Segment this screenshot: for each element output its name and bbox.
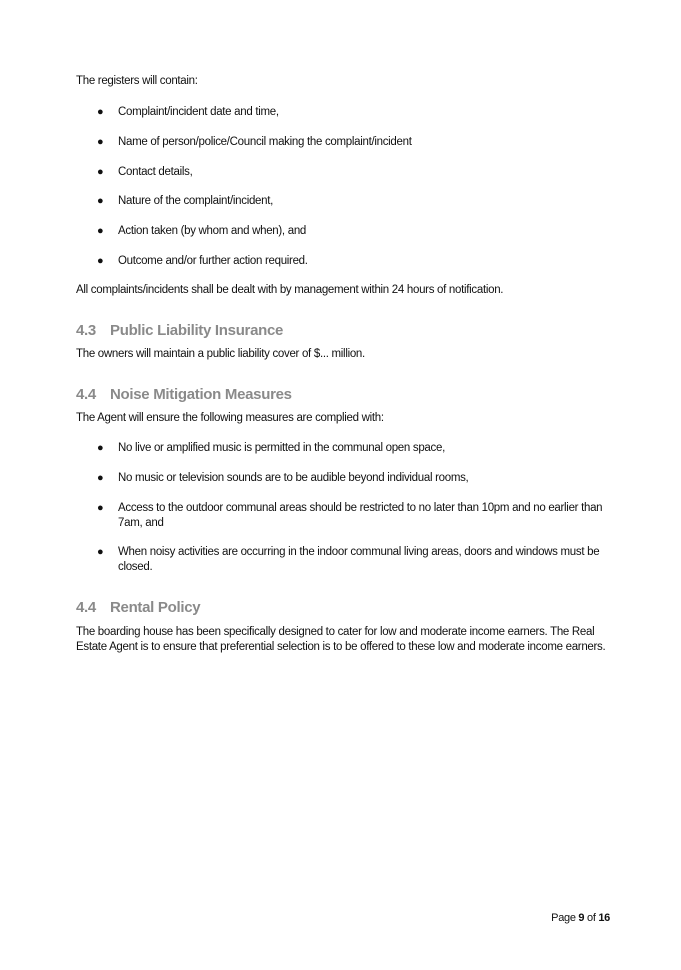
page-number: 9 (578, 912, 585, 924)
section-heading-rental-policy (76, 599, 200, 617)
list-item-text: Nature of the complaint/incident, (118, 195, 274, 207)
list-item-text: Contact details, (118, 166, 193, 178)
bullet-icon: ● (97, 136, 104, 148)
bullet-icon: ● (97, 195, 104, 207)
list-item-text: No live or amplified music is permitted in the communal open space, (118, 442, 445, 454)
section-number: 4.3 (76, 322, 96, 339)
noise-mitigation-intro: The Agent will ensure the following measures are complied with: (76, 412, 384, 424)
list-item-text: Complaint/incident date and time, (118, 106, 279, 118)
list-item-text: When noisy activities are occurring in the indoor communal living areas, doors and windows must be closed. (118, 546, 600, 573)
section-title: Rental Policy (110, 599, 201, 616)
registers-intro: The registers will contain: (76, 75, 198, 87)
section-number: 4.4 (76, 386, 96, 403)
bullet-icon: ● (97, 442, 104, 454)
bullet-icon: ● (97, 502, 104, 514)
bullet-icon: ● (97, 472, 104, 484)
section-number: 4.4 (76, 599, 96, 616)
bullet-icon: ● (97, 106, 104, 118)
page-label: Page (551, 912, 576, 924)
public-liability-body: The owners will maintain a public liability cover of $... million. (76, 348, 365, 360)
page-footer (540, 911, 610, 925)
bullet-icon: ● (97, 225, 104, 237)
list-item-text: Outcome and/or further action required. (118, 255, 308, 267)
bullet-icon: ● (97, 255, 104, 267)
list-item-text: No music or television sounds are to be audible beyond individual rooms, (118, 472, 469, 484)
complaints-note: All complaints/incidents shall be dealt with by management within 24 hours of notification. (76, 284, 504, 296)
list-item-text: Access to the outdoor communal areas should be restricted to no later than 10pm and no earlier than 7am, and (118, 502, 603, 529)
bullet-icon: ● (97, 166, 104, 178)
list-item-text: Name of person/police/Council making the complaint/incident (118, 136, 412, 148)
bullet-icon: ● (97, 546, 104, 558)
of-label: of (587, 912, 596, 924)
section-heading-noise-mitigation (76, 386, 292, 404)
total-pages: 16 (598, 912, 610, 924)
section-title: Public Liability Insurance (110, 322, 284, 339)
section-heading-public-liability (76, 322, 283, 340)
section-title: Noise Mitigation Measures (110, 386, 292, 403)
rental-policy-body: The boarding house has been specifically designed to cater for low and moderate income earners. The Real Estate Agent is to ensure that preferential selection is to be offered to these low and moderate income earners. (76, 626, 606, 653)
list-item-text: Action taken (by whom and when), and (118, 225, 307, 237)
